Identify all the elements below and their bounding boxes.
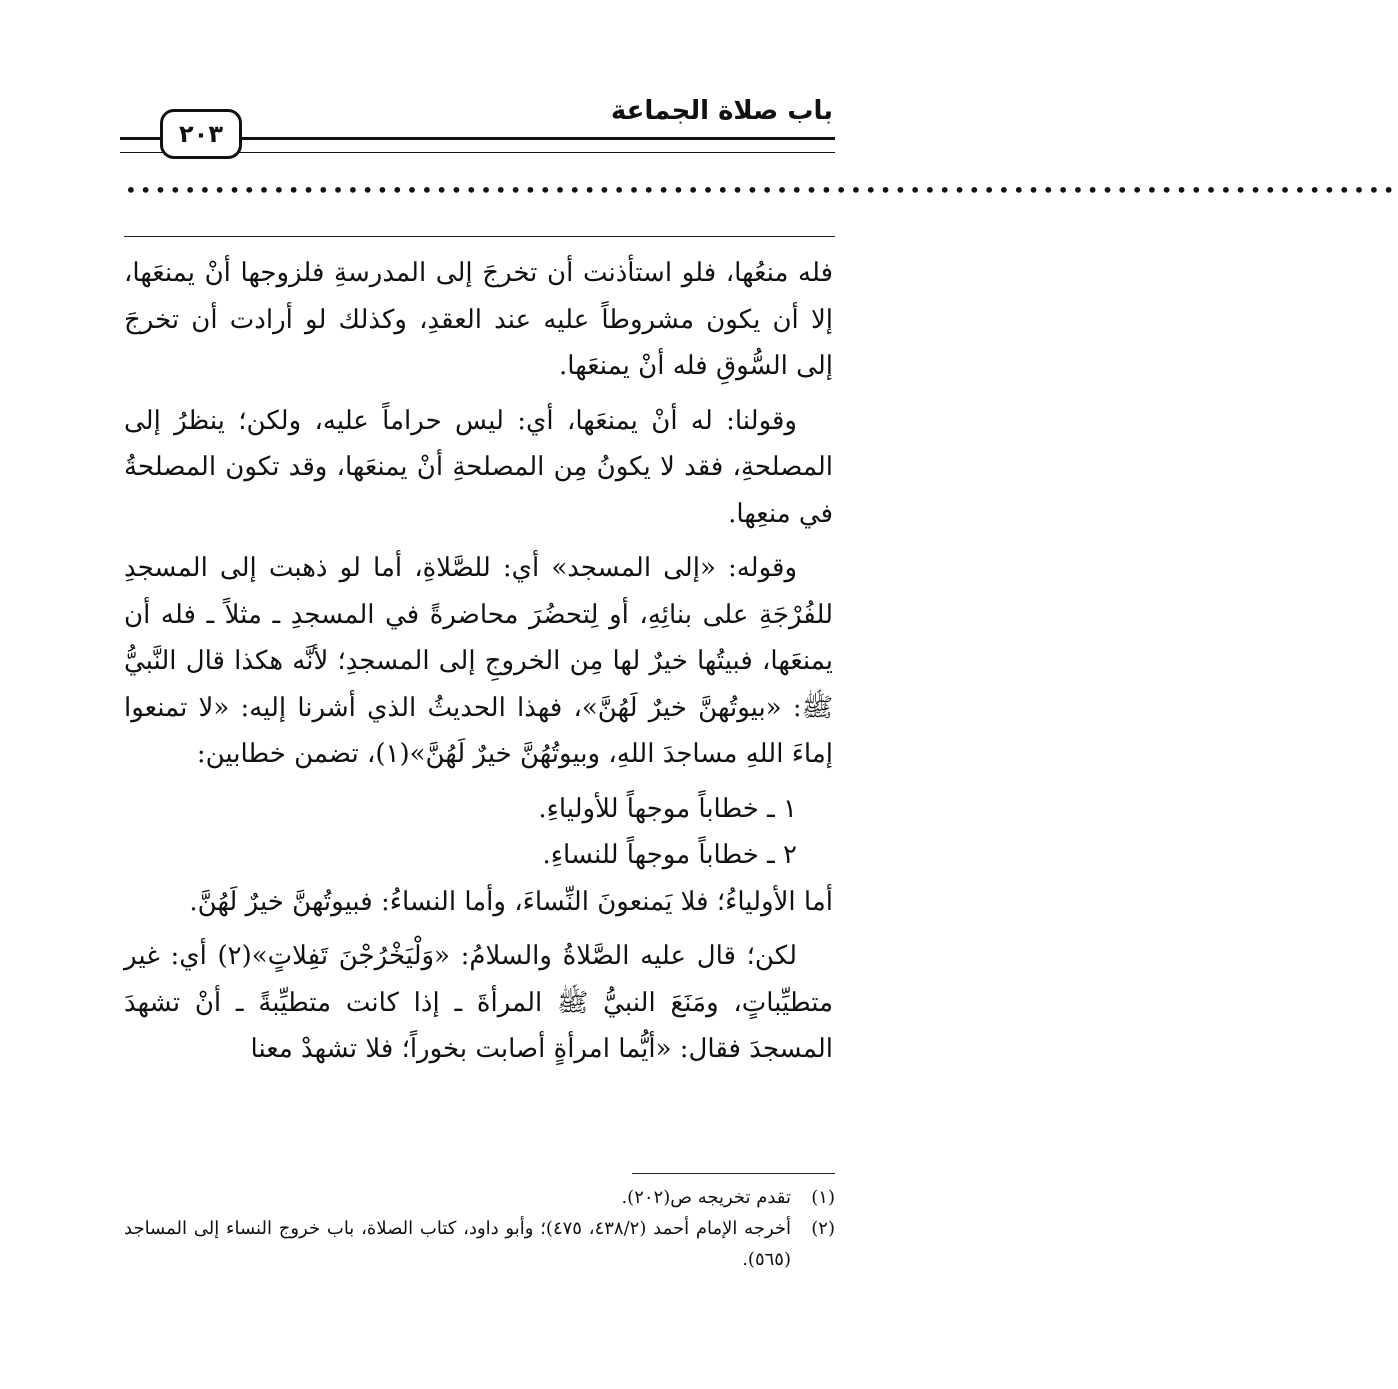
header-rule-left (120, 137, 165, 153)
paragraph: لكن؛ قال عليه الصَّلاةُ والسلامُ: «وَلْيَخْرُجْنَ تَفِلاتٍ»(٢) أي: غير متطيِّباتٍ، ومَنَعَ النبيُّ ﷺ المرأةَ ـ إذا كانت متطيِّبةً ـ أنْ تشهدَ المسجدَ فقال: «أيُّما امرأةٍ أصابت بخوراً؛ فلا تشهدْ معنا (124, 941, 833, 1064)
paragraph: وقولنا: له أنْ يمنعَها، أي: ليس حراماً عليه، ولكن؛ ينظرُ إلى المصلحةِ، فقد لا يكونُ مِن المصلحةِ أنْ يمنعَها، وقد تكون المصلحةُ في منعِها. (124, 405, 833, 529)
paragraph: فله منعُها، فلو استأذنت أن تخرجَ إلى المدرسةِ فلزوجها أنْ يمنعَها، إلا أن يكون مشروطاً عليه عند العقدِ، وكذلك لو أرادت أن تخرجَ إلى السُّوقِ فله أنْ يمنعَها. (124, 258, 833, 381)
page-number: ٢٠٣ (160, 109, 242, 159)
footnote-number: (١) (811, 1187, 835, 1208)
paragraph: أما الأولياءُ؛ فلا يَمنعونَ النِّساءَ، وأما النساءُ: فبيوتُهنَّ خيرٌ لَهُنَّ. (189, 886, 833, 917)
footnote-text: تقدم تخريجه ص(٢٠٢). (621, 1187, 791, 1208)
dotted-separator: •••••••••••••••••••••••••••••••••••••••••••••••••••••••••••••••••••••••••••••••••••••• (125, 178, 1398, 202)
footnote (124, 1182, 835, 1213)
footnote-separator (632, 1173, 835, 1174)
footnotes (124, 1182, 835, 1275)
separator-line (124, 236, 835, 237)
footnote-number: (٢) (811, 1218, 835, 1239)
body-text (124, 250, 833, 1081)
footnote (124, 1213, 835, 1275)
footnote-text: أخرجه الإمام أحمد (٤٣٨/٢، ٤٧٥)؛ وأبو داود، كتاب الصلاة، باب خروج النساء إلى المساجد (٥٦٥). (124, 1218, 792, 1270)
list-item: ٢ ـ خطاباً موجهاً للنساءِ. (542, 840, 797, 870)
list-item: ١ ـ خطاباً موجهاً للأولياءِ. (538, 793, 797, 824)
header-rule (235, 137, 835, 153)
paragraph: وقوله: «إلى المسجد» أي: للصَّلاةِ، أما لو ذهبت إلى المسجدِ للفُرْجَةِ على بنائِهِ، أو لِتحضُرَ محاضرةً في المسجدِ ـ مثلاً ـ فله أن يمنعَها، فبيتُها خيرٌ لها مِن الخروجِ إلى المسجدِ؛ لأنَّه هكذا قال النَّبيُّ ﷺ: «بيوتُهنَّ خيرٌ لَهُنَّ»، فهذا الحديثُ الذي أشرنا إليه: «لا تمنعوا إماءَ اللهِ مساجدَ اللهِ، وبيوتُهُنَّ خيرٌ لَهُنَّ»(١)، تضمن خطابين: (124, 553, 833, 769)
running-title: باب صلاة الجماعة (610, 96, 833, 126)
